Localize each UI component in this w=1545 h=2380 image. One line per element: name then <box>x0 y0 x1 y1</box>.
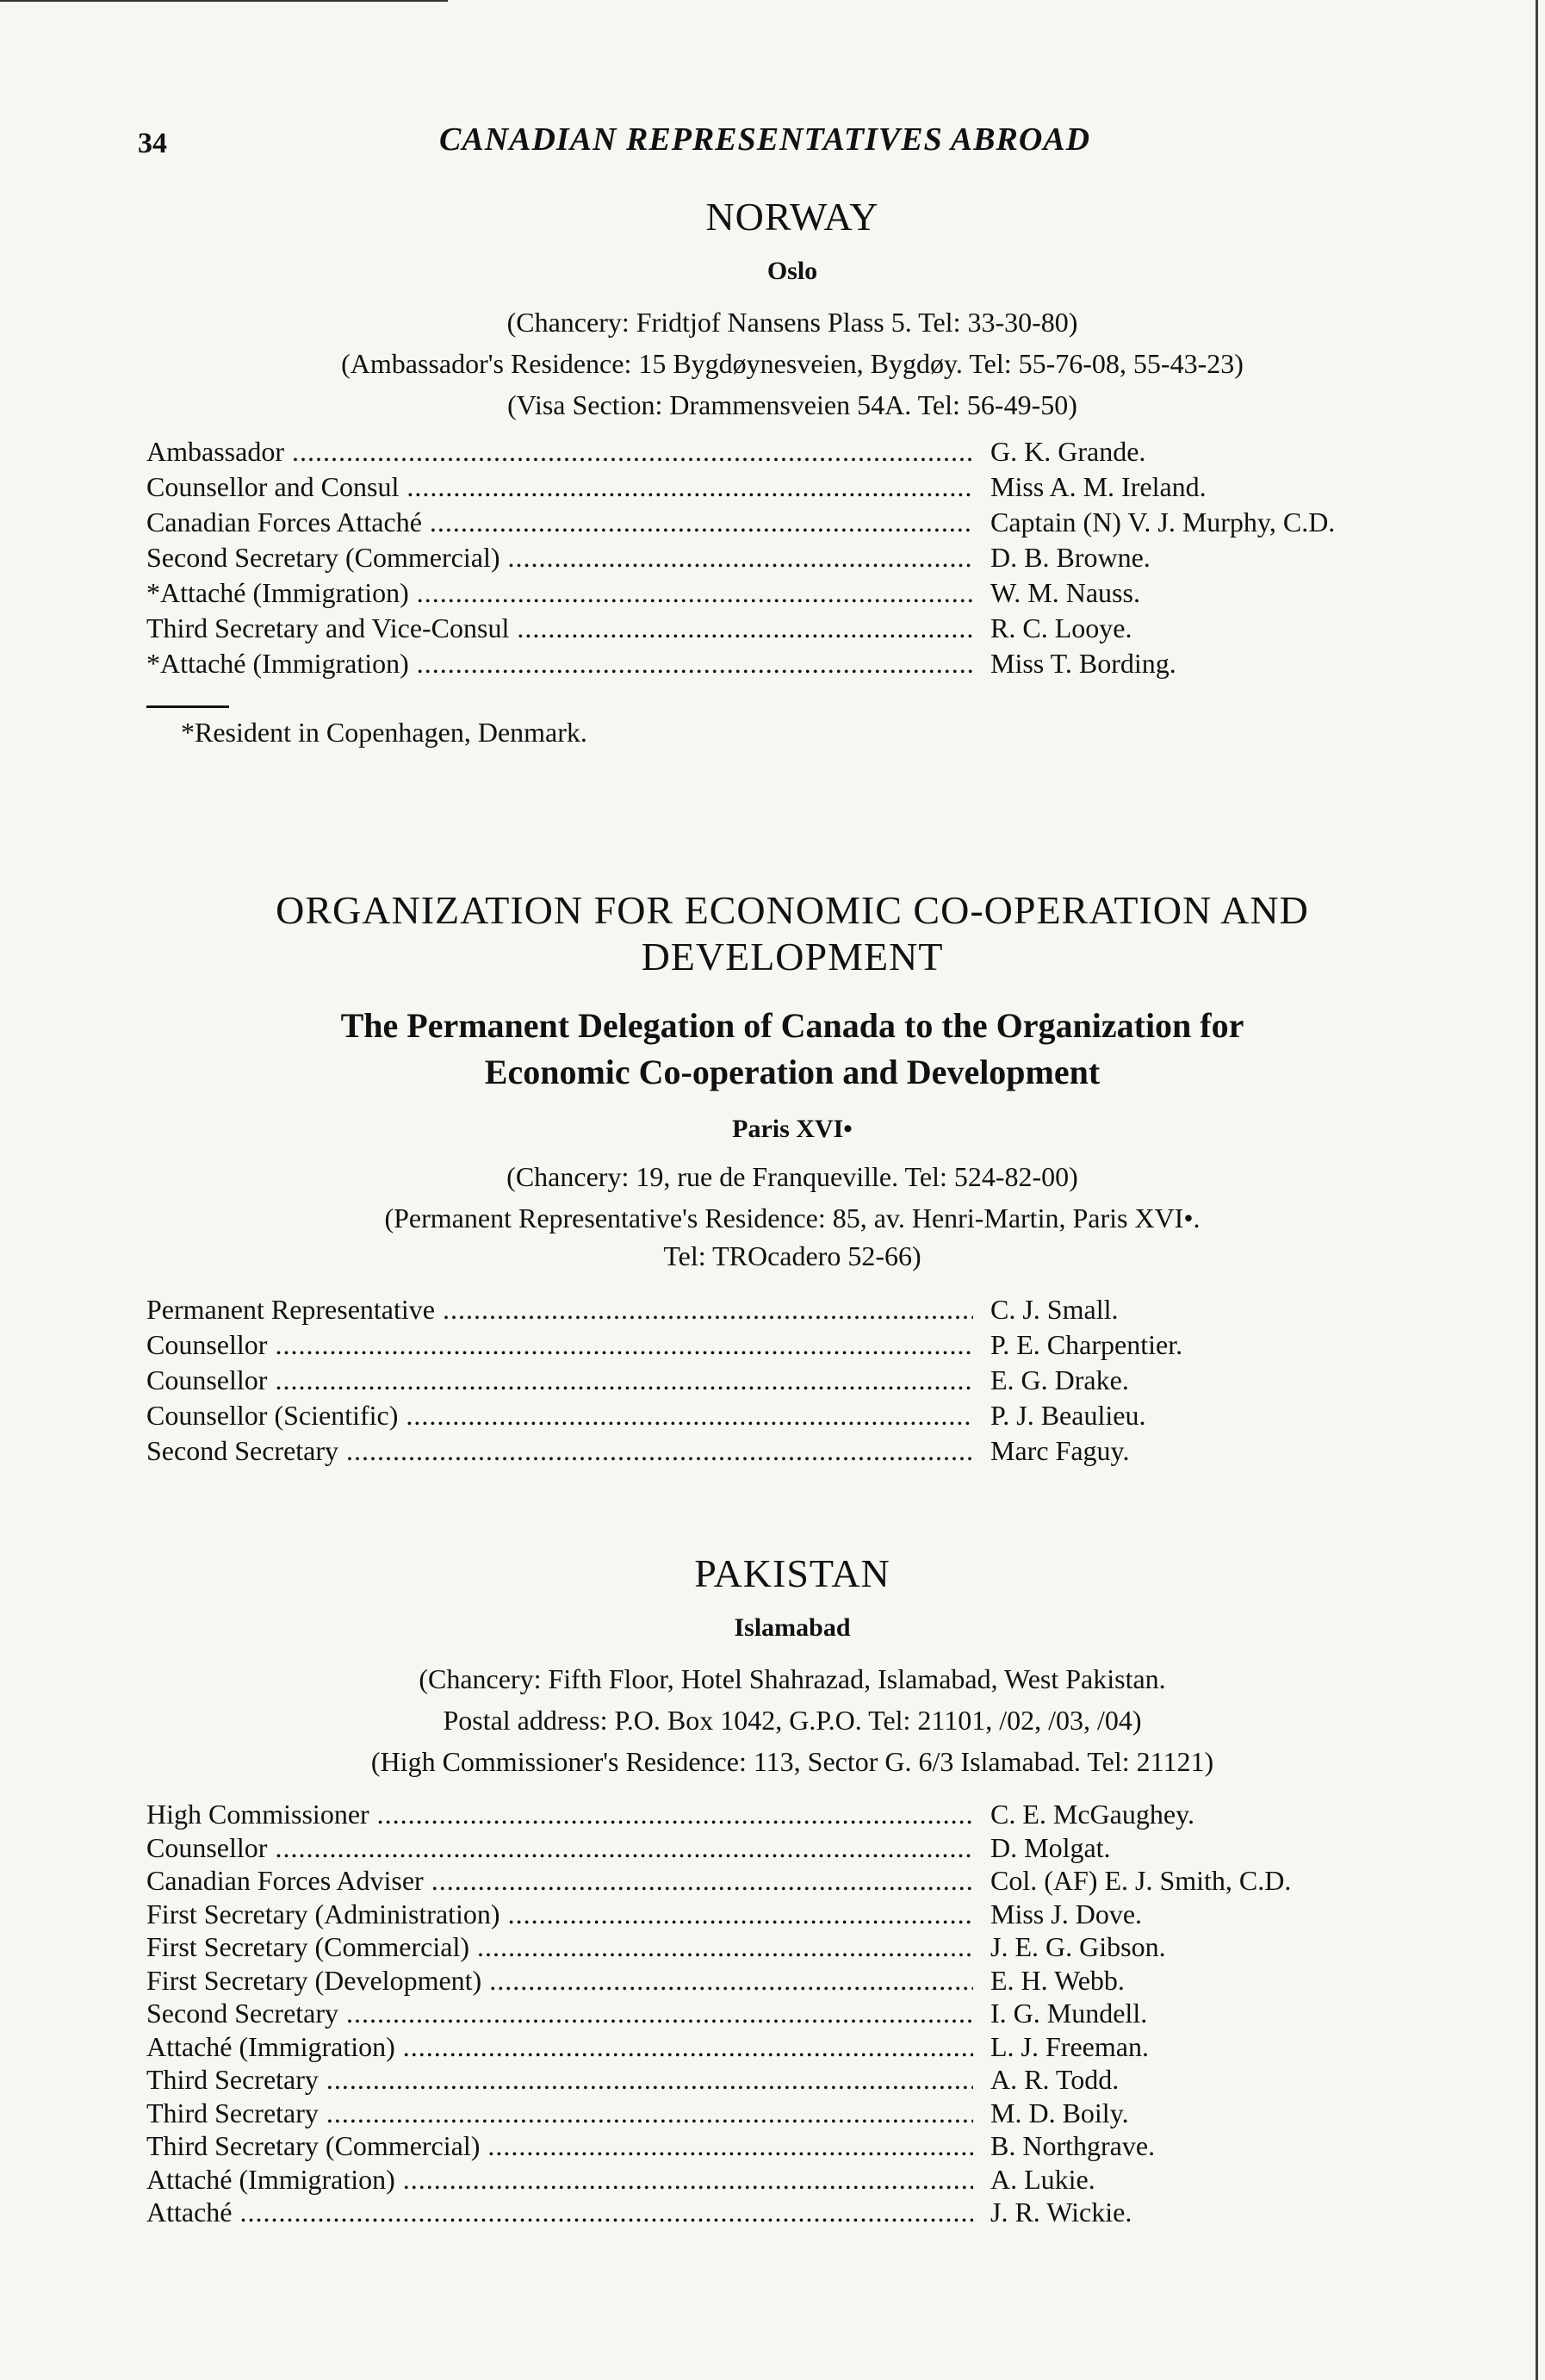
staff-title: *Attaché (Immigration) ..... <box>146 646 973 681</box>
staff-name: I. G. Mundell. <box>990 1998 1148 2029</box>
staff-title: High Commissioner ..... <box>146 1798 973 1831</box>
staff-row <box>146 1997 1438 2030</box>
address-line: (Chancery: Fifth Floor, Hotel Shahrazad, Islamabad, West Pakistan. <box>419 1663 1166 1694</box>
running-head <box>138 121 1154 164</box>
country-heading: PAKISTAN <box>694 1551 890 1595</box>
staff-title: Attaché (Immigration) ..... <box>146 2030 973 2064</box>
staff-row <box>146 2030 1438 2064</box>
org-subtitle <box>146 1003 1438 1096</box>
staff-name: B. Northgrave. <box>990 2130 1156 2161</box>
staff-title: First Secretary (Development) ..... <box>146 1964 973 1998</box>
staff-title: Canadian Forces Attaché ..... <box>146 505 973 540</box>
staff-name: G. K. Grande. <box>990 436 1146 467</box>
staff-name: M. D. Boily. <box>990 2097 1129 2128</box>
staff-name: J. E. G. Gibson. <box>990 1931 1166 1962</box>
address-line: (Chancery: Fridtjof Nansens Plass 5. Tel: 33-30-80) <box>506 307 1078 338</box>
staff-name: Miss A. M. Ireland. <box>990 471 1207 502</box>
staff-title: Third Secretary and Vice-Consul ..... <box>146 611 973 646</box>
staff-title: Second Secretary (Commercial) ..... <box>146 540 973 575</box>
staff-title: Counsellor ..... <box>146 1831 973 1865</box>
address-line: (High Commissioner's Residence: 113, Sector G. 6/3 Islamabad. Tel: 21121) <box>370 1746 1214 1777</box>
staff-row <box>146 1433 1438 1469</box>
address-block <box>146 1156 1438 1273</box>
address-block <box>146 1658 1438 1782</box>
footnote: *Resident in Copenhagen, Denmark. <box>181 717 587 748</box>
staff-row <box>146 1930 1438 1964</box>
staff-name: A. Lukie. <box>990 2163 1095 2195</box>
section-pakistan <box>146 1550 1438 2229</box>
address-line: Tel: TROcadero 52-66) <box>663 1240 921 1271</box>
staff-title: First Secretary (Administration) ..... <box>146 1898 973 1931</box>
staff-title: *Attaché (Immigration) ..... <box>146 575 973 611</box>
staff-title: Counsellor and Consul ..... <box>146 469 973 505</box>
staff-row <box>146 2196 1438 2229</box>
staff-row <box>146 646 1438 681</box>
footnote-rule <box>146 705 229 708</box>
staff-name: D. Molgat. <box>990 1831 1111 1863</box>
org-subtitle-line-1: The Permanent Delegation of Canada to the Organization for <box>340 1006 1244 1045</box>
staff-row <box>146 505 1438 540</box>
staff-name: Col. (AF) E. J. Smith, C.D. <box>990 1865 1292 1896</box>
staff-title: Second Secretary ..... <box>146 1433 973 1469</box>
staff-row <box>146 2129 1438 2163</box>
staff-row <box>146 1363 1438 1398</box>
staff-name: R. C. Looye. <box>990 612 1132 643</box>
city-name: Oslo <box>766 257 818 285</box>
org-subtitle-line-2: Economic Co-operation and Development <box>484 1053 1101 1091</box>
staff-list <box>146 434 1438 681</box>
staff-title: Third Secretary ..... <box>146 2063 973 2097</box>
staff-name: W. M. Nauss. <box>990 577 1140 608</box>
staff-row <box>146 1898 1438 1931</box>
address-line: (Visa Section: Drammensveien 54A. Tel: 56-49-50) <box>507 389 1077 420</box>
staff-title: Ambassador ..... <box>146 434 973 469</box>
org-heading-line-1: ORGANIZATION FOR ECONOMIC CO-OPERATION AND <box>276 888 1309 932</box>
staff-name: D. B. Browne. <box>990 542 1151 573</box>
staff-row <box>146 1292 1438 1327</box>
staff-row <box>146 1964 1438 1998</box>
staff-name: Marc Faguy. <box>990 1435 1130 1466</box>
staff-row <box>146 575 1438 611</box>
address-line: Postal address: P.O. Box 1042, G.P.O. Tel: 21101, /02, /03, /04) <box>443 1705 1142 1736</box>
staff-title: Counsellor (Scientific) ..... <box>146 1398 973 1433</box>
section-oecd <box>146 887 1438 1469</box>
staff-name: A. R. Todd. <box>990 2064 1120 2095</box>
staff-name: Miss J. Dove. <box>990 1898 1143 1929</box>
staff-name: P. E. Charpentier. <box>990 1329 1183 1360</box>
staff-title: Second Secretary ..... <box>146 1997 973 2030</box>
staff-name: P. J. Beaulieu. <box>990 1400 1146 1431</box>
staff-title: Third Secretary ..... <box>146 2097 973 2130</box>
staff-row <box>146 469 1438 505</box>
staff-name: L. J. Freeman. <box>990 2030 1149 2062</box>
staff-name: Captain (N) V. J. Murphy, C.D. <box>990 506 1336 538</box>
staff-name: C. J. Small. <box>990 1294 1119 1325</box>
staff-name: E. G. Drake. <box>990 1364 1129 1395</box>
staff-row <box>146 434 1438 469</box>
staff-title: Attaché (Immigration) ..... <box>146 2163 973 2197</box>
staff-name: C. E. McGaughey. <box>990 1799 1194 1830</box>
staff-name: E. H. Webb. <box>990 1964 1125 1996</box>
staff-row <box>146 611 1438 646</box>
address-line: (Permanent Representative's Residence: 85, av. Henri-Martin, Paris XVI•. <box>384 1202 1201 1233</box>
page-number: 34 <box>138 127 167 159</box>
staff-title: First Secretary (Commercial) ..... <box>146 1930 973 1964</box>
country-heading: NORWAY <box>705 195 879 239</box>
running-title: CANADIAN REPRESENTATIVES ABROAD <box>439 121 1091 158</box>
staff-row <box>146 1798 1438 1831</box>
staff-title: Canadian Forces Adviser ..... <box>146 1864 973 1898</box>
org-heading-line-2: DEVELOPMENT <box>641 935 944 979</box>
staff-title: Counsellor ..... <box>146 1363 973 1398</box>
staff-row <box>146 2163 1438 2197</box>
staff-name: J. R. Wickie. <box>990 2197 1132 2228</box>
staff-row <box>146 1831 1438 1865</box>
staff-title: Attaché ..... <box>146 2196 973 2229</box>
staff-row <box>146 540 1438 575</box>
address-line: (Ambassador's Residence: 15 Bygdøynesveien, Bygdøy. Tel: 55-76-08, 55-43-23) <box>341 348 1244 379</box>
staff-list <box>146 1798 1438 2229</box>
scan-border-top <box>0 0 448 2</box>
city-name: Paris XVI• <box>732 1115 853 1143</box>
staff-title: Permanent Representative ..... <box>146 1292 973 1327</box>
address-block <box>146 301 1438 426</box>
staff-title: Counsellor ..... <box>146 1327 973 1363</box>
section-norway <box>146 194 1438 749</box>
staff-row <box>146 1864 1438 1898</box>
address-line: (Chancery: 19, rue de Franqueville. Tel: 524-82-00) <box>506 1161 1078 1192</box>
city-name: Islamabad <box>734 1613 851 1642</box>
staff-row <box>146 2097 1438 2130</box>
staff-row <box>146 2063 1438 2097</box>
staff-name: Miss T. Bording. <box>990 648 1176 679</box>
staff-title: Third Secretary (Commercial) ..... <box>146 2129 973 2163</box>
staff-row <box>146 1327 1438 1363</box>
scan-border-right <box>1536 0 1538 2380</box>
staff-list <box>146 1292 1438 1469</box>
staff-row <box>146 1398 1438 1433</box>
